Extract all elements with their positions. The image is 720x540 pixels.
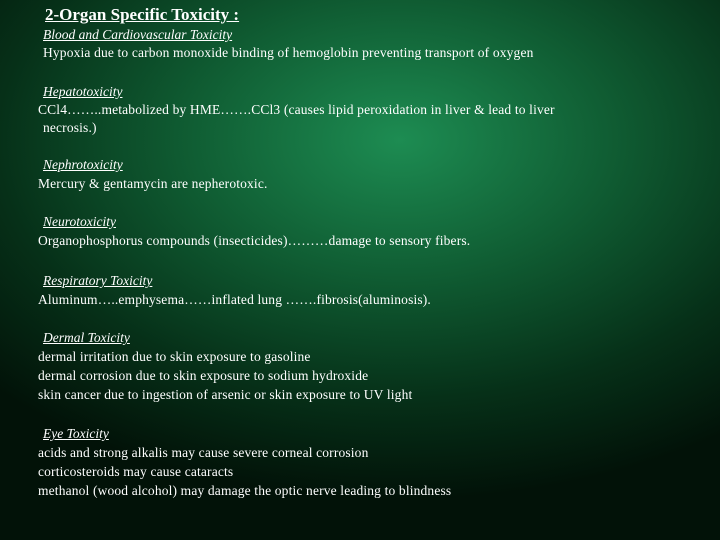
section-text: corticosteroids may cause cataracts [38,464,234,479]
section-nephrotoxicity [38,155,708,193]
slide-title: 2-Organ Specific Toxicity : [45,5,240,24]
section-text: dermal corrosion due to skin exposure to sodium hydroxide [38,368,369,383]
section-neurotoxicity [38,212,708,250]
section-dermal [38,328,708,404]
section-heading: Eye Toxicity [43,426,109,441]
section-text: Aluminum…..emphysema……inflated lung …….fibrosis(aluminosis). [38,292,431,307]
section-heading: Dermal Toxicity [43,330,130,345]
section-text: necrosis.) [43,120,97,135]
section-text: dermal irritation due to skin exposure to gasoline [38,349,311,364]
section-heading: Respiratory Toxicity [43,273,153,288]
section-text: Mercury & gentamycin are nepherotoxic. [38,176,268,191]
section-text: skin cancer due to ingestion of arsenic or skin exposure to UV light [38,387,413,402]
section-heading: Blood and Cardiovascular Toxicity [43,27,233,42]
section-eye [38,424,708,500]
section-hepatotoxicity [38,83,708,137]
section-respiratory [38,271,708,309]
section-text: acids and strong alkalis may cause severe corneal corrosion [38,445,369,460]
section-text: Hypoxia due to carbon monoxide binding of hemoglobin preventing transport of oxygen [43,45,534,60]
section-heading: Nephrotoxicity [43,157,123,172]
section-heading: Hepatotoxicity [43,84,123,99]
section-text: methanol (wood alcohol) may damage the optic nerve leading to blindness [38,483,452,498]
section-blood-cardiovascular [40,26,710,62]
section-heading: Neurotoxicity [43,214,116,229]
section-text: CCl4……..metabolized by HME…….CCl3 (causes lipid peroxidation in liver & lead to liver [38,102,555,117]
section-text: Organophosphorus compounds (insecticides)………damage to sensory fibers. [38,233,471,248]
